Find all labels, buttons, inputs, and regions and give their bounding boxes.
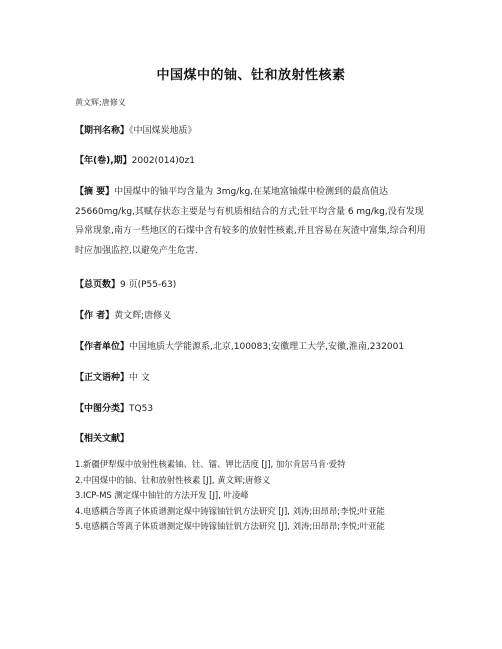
related-label: 【相关文献】: [75, 434, 130, 444]
classification-value: TQ53: [129, 404, 154, 414]
journal-label: 【期刊名称】: [75, 126, 130, 136]
reference-list: [75, 457, 431, 535]
affiliation-value: 中国地质大学能源系,北京,100083;安徽理工大学,安徽,淮南,232001: [129, 342, 405, 352]
abstract-text: 中国煤中的铀平均含量为 3mg/kg,在某地富铀煤中检测到的最高值达25660mg/kg,其赋存状态主要是与有机质相结合的方式;钍平均含量 6 mg/kg,没有发现异常现象,南方一些地区的石煤中含有较多的放射性核素,并且容易在灰渣中富集,综合利用时应加强监控,以避免产生危害.: [75, 187, 426, 256]
classification-field: [75, 400, 431, 419]
reference-item: 4.电感耦合等离子体质谱测定煤中铸镓铀钍钒方法研究 [J], 刘涛;田昂昂;李悦;叶亚能: [75, 505, 385, 516]
author-label: 【作 者】: [75, 311, 115, 321]
abstract-label: 【摘 要】: [75, 187, 115, 197]
classification-label: 【中图分类】: [75, 404, 130, 414]
language-label: 【正文语种】: [75, 373, 130, 383]
reference-item: 3.ICP-MS 测定煤中铀钍的方法开发 [J], 叶凌峰: [75, 490, 249, 500]
reference-item: 5.电感耦合等离子体质谱测定煤中铸镓铀钍钒方法研究 [J], 刘涛;田昂昂;李悦;叶亚能: [75, 521, 385, 531]
reference-item: 1.新疆伊犁煤中放射性核素铀、钍、镭、钾比活度 [J], 加尔肯居马肯·爱特: [75, 459, 346, 469]
reference-item: 2.中国煤中的铀、钍和放射性核素 [J], 黄文辉;唐修义: [75, 474, 271, 485]
journal-value: 《中国煤炭地质》: [129, 126, 197, 136]
pages-label: 【总页数】: [75, 280, 121, 290]
journal-field: [75, 122, 431, 141]
year-issue-value: 2002(014)0z1: [131, 156, 195, 166]
related-heading: [75, 430, 431, 449]
language-field: [75, 369, 431, 388]
author-value: 黄文辉;唐修义: [114, 311, 172, 321]
document-title: 中国煤中的铀、钍和放射性核素: [156, 68, 346, 83]
author-field: [75, 307, 431, 326]
language-value: 中 文: [129, 373, 150, 383]
affiliation-label: 【作者单位】: [75, 342, 130, 352]
pages-value: 9 页(P55-63): [120, 280, 177, 290]
pages-field: [75, 276, 431, 295]
year-issue-field: [75, 152, 431, 171]
year-issue-label: 【年(卷),期】: [75, 156, 132, 166]
author-line: 黄文辉;唐修义: [75, 98, 126, 107]
affiliation-field: [75, 338, 455, 357]
abstract-field: [75, 183, 431, 261]
